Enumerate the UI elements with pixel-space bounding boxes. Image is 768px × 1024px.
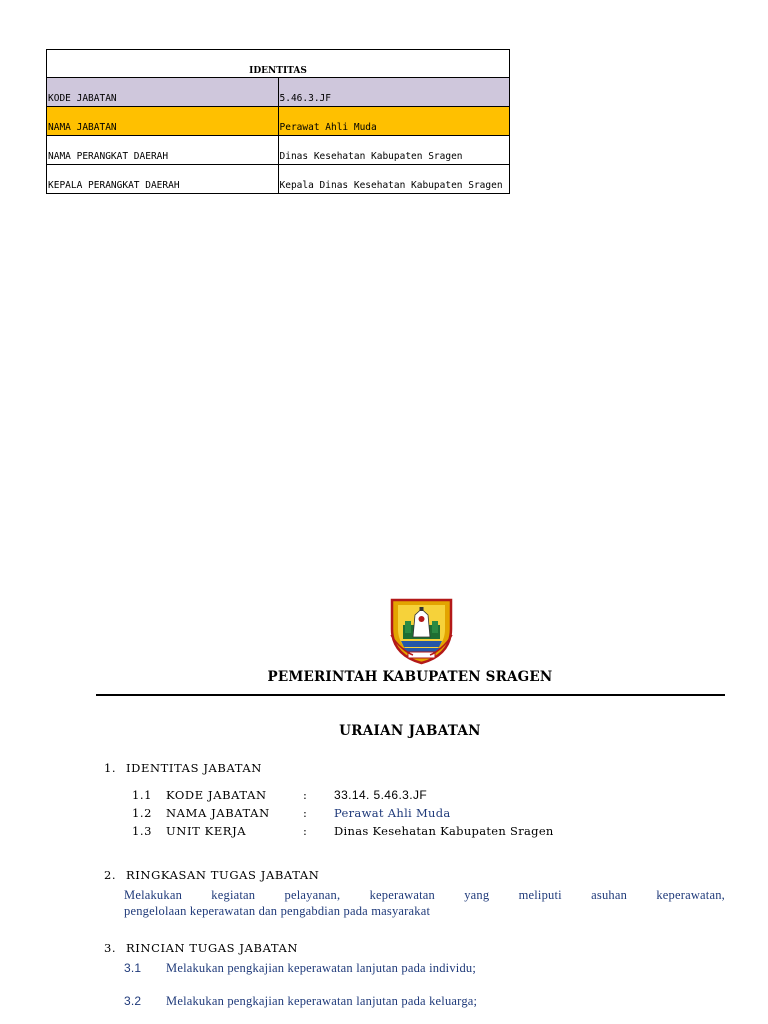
identity-table-header-row — [47, 50, 510, 78]
table-cell-label: KODE JABATAN — [47, 78, 279, 107]
item-number: 3.1 — [124, 961, 142, 975]
item-value: Dinas Kesehatan Kabupaten Sragen — [334, 824, 554, 838]
item-number: 1.1 — [132, 788, 153, 802]
item-number: 1.2 — [132, 806, 153, 820]
sragen-emblem-icon — [389, 597, 454, 665]
summary-line: Melakukan kegiatan pelayanan, keperawatan yang meliputi asuhan keperawatan, — [124, 888, 725, 902]
item-text: Melakukan pengkajian keperawatan lanjutan pada individu; — [166, 961, 477, 975]
table-cell-label: NAMA PERANGKAT DAERAH — [47, 136, 279, 165]
task-detail-item — [124, 994, 477, 1009]
item-colon: : — [303, 806, 308, 820]
identity-table — [46, 49, 510, 194]
section-1-heading — [104, 761, 262, 775]
item-value: Perawat Ahli Muda — [334, 806, 451, 820]
section-number: 1. — [104, 761, 117, 775]
item-number: 3.2 — [124, 994, 142, 1008]
table-row — [47, 107, 510, 136]
section-2-heading — [104, 868, 319, 882]
table-cell-value: Kepala Dinas Kesehatan Kabupaten Sragen — [278, 165, 510, 194]
section-3-heading — [104, 941, 298, 955]
section-title: RINGKASAN TUGAS JABATAN — [126, 868, 320, 882]
summary-line: pengelolaan keperawatan dan pengabdian pada masyarakat — [124, 904, 431, 918]
item-key: KODE JABATAN — [166, 788, 267, 802]
identity-table-header: IDENTITAS — [47, 50, 510, 78]
item-key: UNIT KERJA — [166, 824, 247, 838]
government-title: PEMERINTAH KABUPATEN SRAGEN — [267, 669, 553, 685]
task-detail-item — [124, 961, 476, 976]
section-number: 3. — [104, 941, 117, 955]
item-key: NAMA JABATAN — [166, 806, 270, 820]
table-cell-value: Dinas Kesehatan Kabupaten Sragen — [278, 136, 510, 165]
table-cell-label: KEPALA PERANGKAT DAERAH — [47, 165, 279, 194]
section-number: 2. — [104, 868, 117, 882]
table-cell-value: Perawat Ahli Muda — [278, 107, 510, 136]
item-value: 33.14. 5.46.3.JF — [334, 788, 428, 802]
table-row — [47, 136, 510, 165]
section-title: RINCIAN TUGAS JABATAN — [126, 941, 299, 955]
table-row — [47, 78, 510, 107]
item-colon: : — [303, 824, 308, 838]
table-cell-value: 5.46.3.JF — [278, 78, 510, 107]
document-title: URAIAN JABATAN — [339, 723, 481, 739]
table-cell-label: NAMA JABATAN — [47, 107, 279, 136]
table-row — [47, 165, 510, 194]
section-title: IDENTITAS JABATAN — [126, 761, 262, 775]
item-number: 1.3 — [132, 824, 153, 838]
header-divider — [96, 694, 725, 696]
item-text: Melakukan pengkajian keperawatan lanjutan pada keluarga; — [166, 994, 478, 1008]
task-summary — [124, 887, 725, 919]
item-colon: : — [303, 788, 308, 802]
